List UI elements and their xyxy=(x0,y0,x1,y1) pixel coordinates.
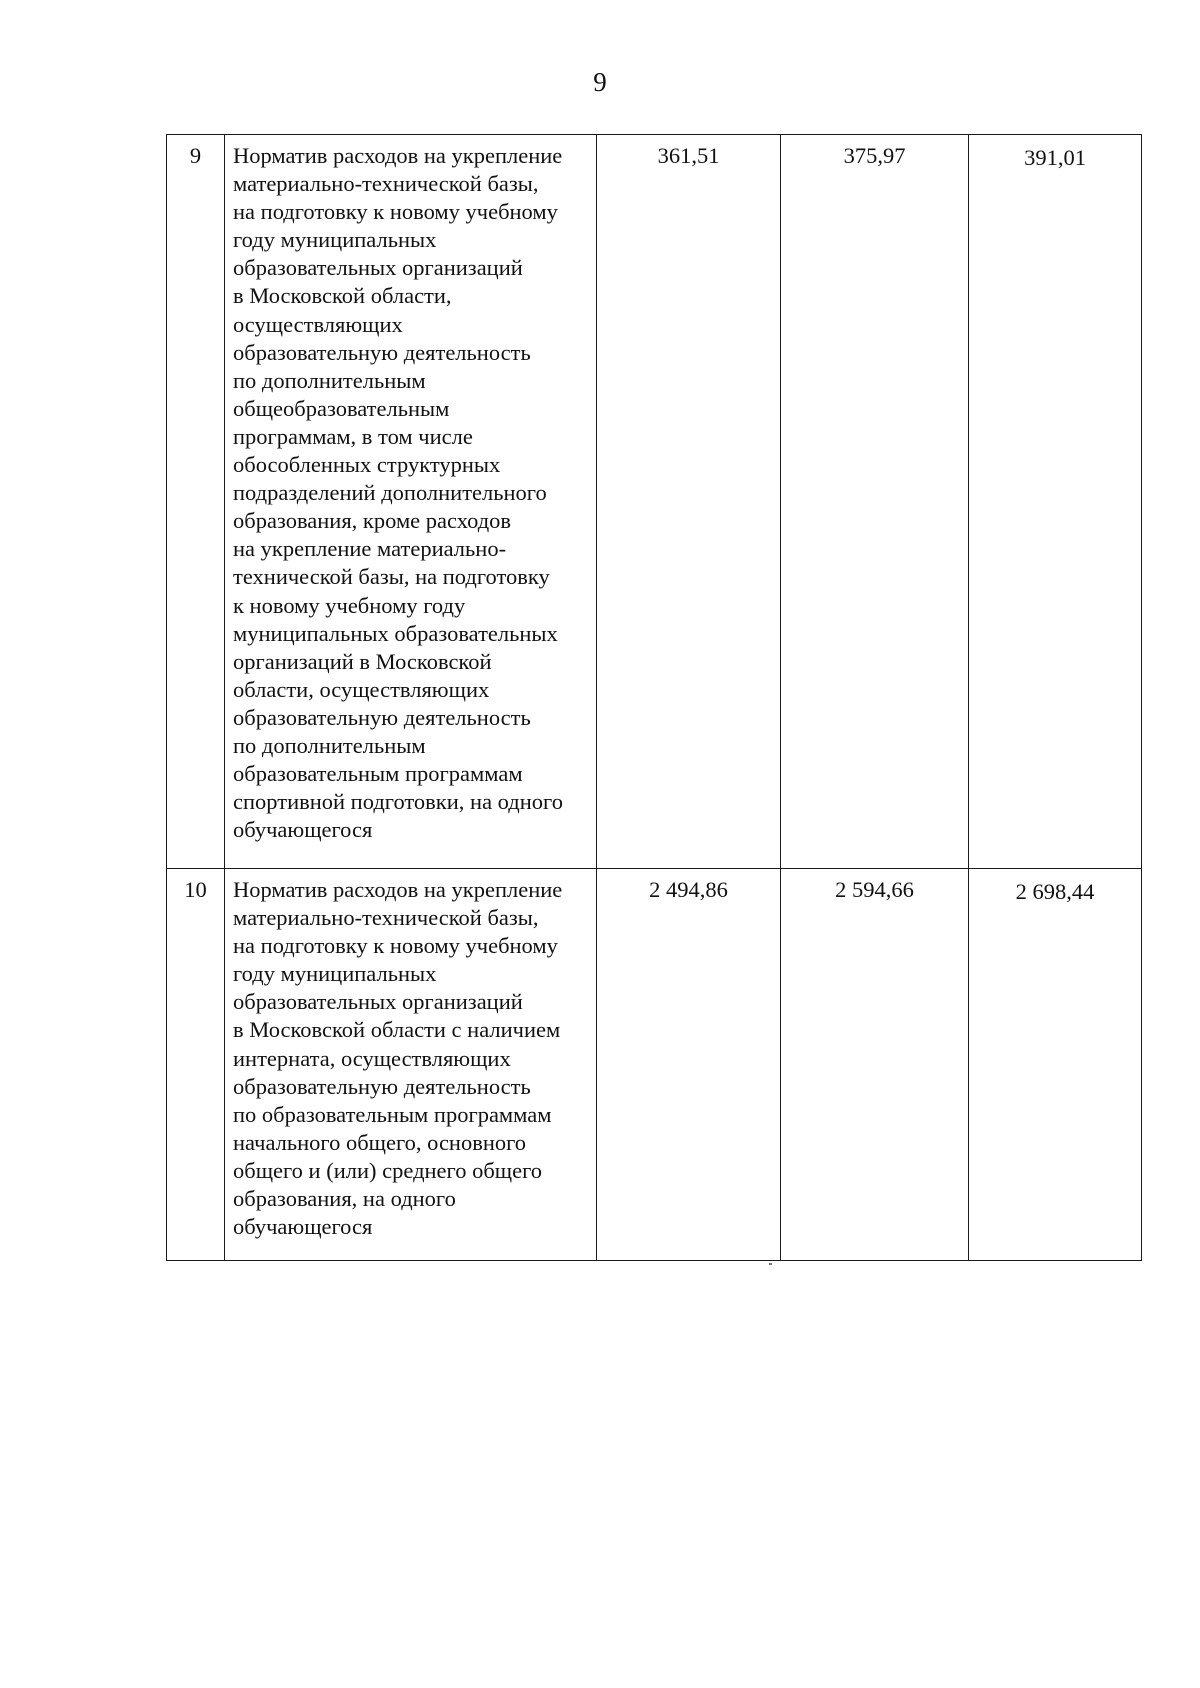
row-description xyxy=(225,869,597,1261)
row-value-1: 361,51 xyxy=(597,135,781,869)
row-value-3: 391,01 xyxy=(969,135,1142,869)
scan-artifact xyxy=(769,1263,772,1265)
row-value-3: 2 698,44 xyxy=(969,869,1142,1261)
norms-table xyxy=(166,134,1142,1261)
row-value-2: 2 594,66 xyxy=(781,869,969,1261)
table-row xyxy=(167,869,1142,1261)
row-value-1: 2 494,86 xyxy=(597,869,781,1261)
page-number: 9 xyxy=(593,67,607,97)
row-description-text: Норматив расходов на укрепление материально-технической базы, на подготовку к новому учебному году муниципальных образовательных организаций в Московской области, осуществляющих образовательную деятельность по дополнительным общеобразовательным программам, в том числе обособленных структурных подразделений дополнительного образования, кроме расходов на укрепление материально- технической базы, на подготовку к новому учебному году муниципальных образовательных организаций в Московской области, осуществляющих образовательную деятельность по дополнительным образовательным программам спортивной подготовки, на одного обучающегося xyxy=(233,143,563,843)
table-row xyxy=(167,135,1142,869)
row-number: 10 xyxy=(167,869,225,1261)
row-value-2: 375,97 xyxy=(781,135,969,869)
row-description-text: Норматив расходов на укрепление материально-технической базы, на подготовку к новому учебному году муниципальных образовательных организаций в Московской области с наличием интерната, осуществляющих образовательную деятельность по образовательным программам начального общего, основного общего и (или) среднего общего образования, на одного обучающегося xyxy=(233,877,563,1240)
row-number: 9 xyxy=(167,135,225,869)
row-description xyxy=(225,135,597,869)
